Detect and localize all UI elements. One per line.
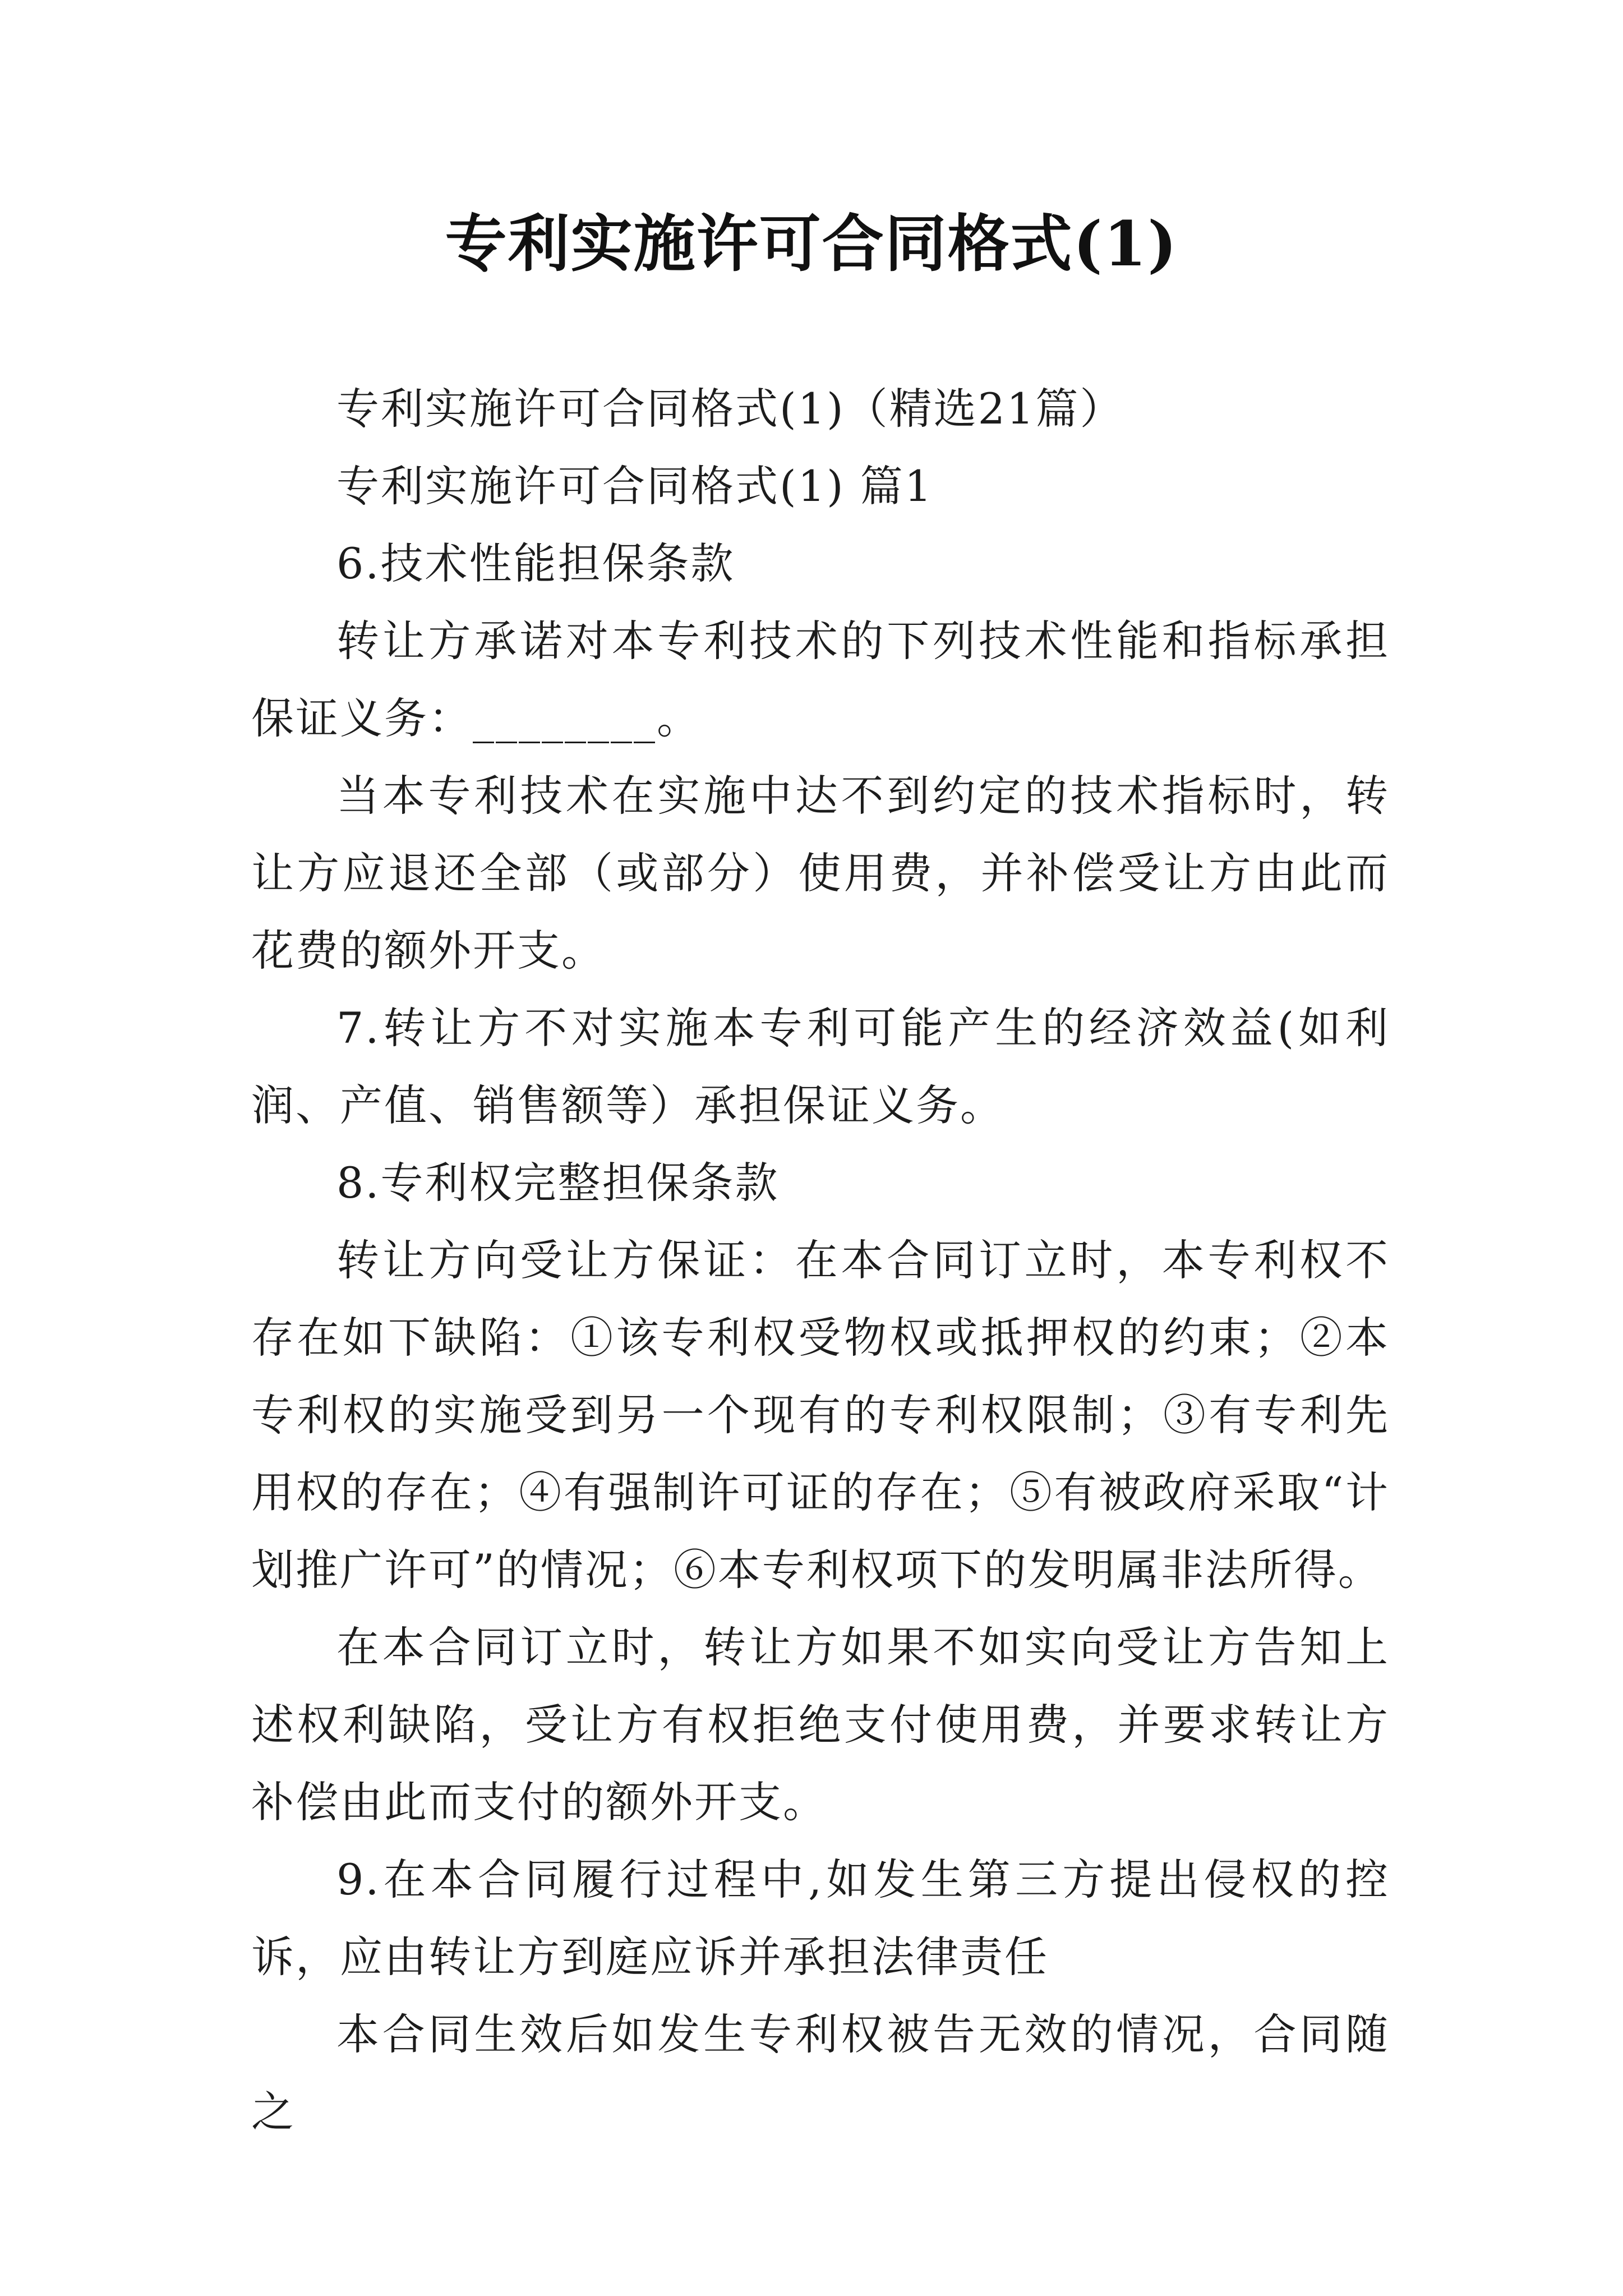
document-body	[251, 370, 1390, 2151]
paragraph-clause-8-guarantee: 转让方向受让方保证：在本合同订立时，本专利权不存在如下缺陷：①该专利权受物权或抵押权的约束；②本专利权的实施受到另一个现有的专利权限制；③有专利先用权的存在；④有强制许可证的存在；⑤有被政府采取“计划推广许可”的情况；⑥本专利权项下的发明属非法所得。	[251, 1235, 1390, 1595]
paragraph-clause-6-refund: 当本专利技术在实施中达不到约定的技术指标时，转让方应退还全部（或部分）使用费，并补偿受让方由此而花费的额外开支。	[251, 771, 1390, 976]
paragraph-section-heading: 专利实施许可合同格式(1) 篇1	[336, 461, 934, 511]
paragraph-clause-7: 7.转让方不对实施本专利可能产生的经济效益(如利润、产值、销售额等）承担保证义务。	[251, 1003, 1390, 1130]
paragraph-clause-8-heading: 8.专利权完整担保条款	[336, 1158, 780, 1208]
paragraph-clause-6-heading: 6.技术性能担保条款	[336, 539, 735, 588]
paragraph-invalidity: 本合同生效后如发生专利权被告无效的情况，合同随之	[251, 2009, 1390, 2137]
paragraph-clause-8-defects: 在本合同订立时，转让方如果不如实向受让方告知上述权利缺陷，受让方有权拒绝支付使用费，并要求转让方补偿由此而支付的额外开支。	[251, 1622, 1390, 1827]
document-title: 专利实施许可合同格式(1)	[445, 208, 1178, 280]
paragraph-subtitle: 专利实施许可合同格式(1)（精选21篇）	[336, 384, 1124, 434]
paragraph-clause-6-commitment: 转让方承诺对本专利技术的下列技术性能和指标承担保证义务：________。	[251, 616, 1390, 743]
paragraph-clause-9: 9.在本合同履行过程中,如发生第三方提出侵权的控诉，应由转让方到庭应诉并承担法律责任	[251, 1855, 1390, 1982]
